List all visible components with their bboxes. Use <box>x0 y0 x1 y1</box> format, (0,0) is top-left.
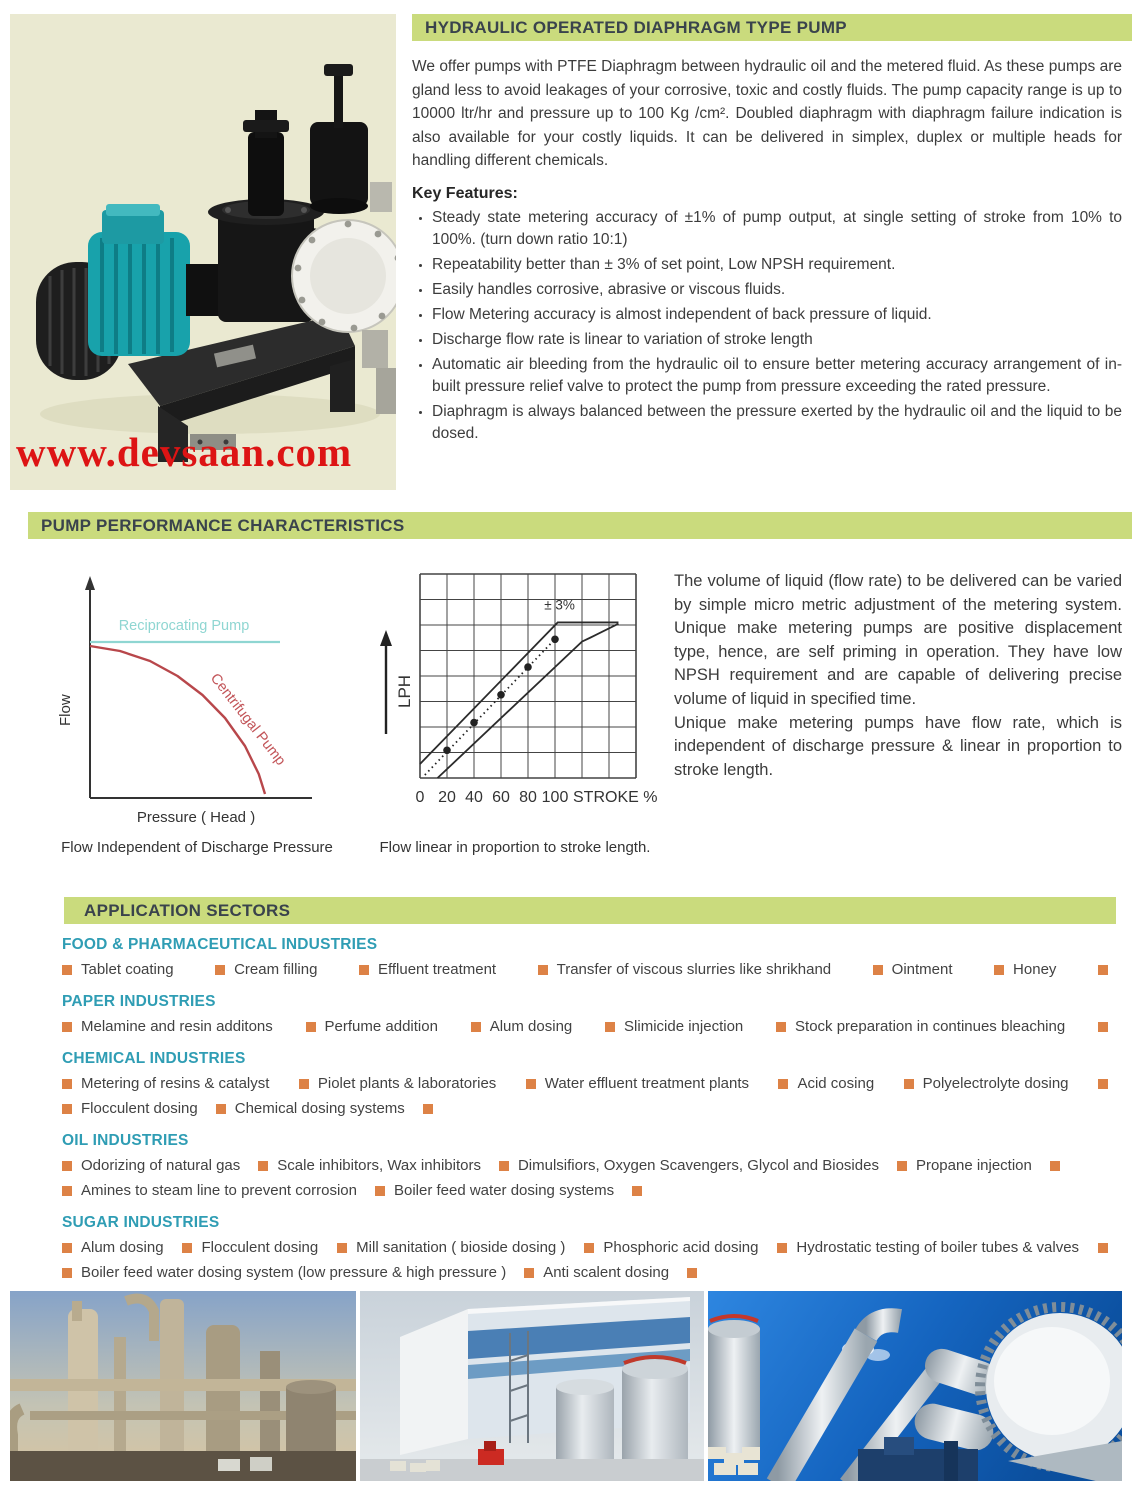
application-item-label: Slimicide injection <box>624 1018 744 1035</box>
application-item <box>524 1264 669 1281</box>
sector-oil-industries <box>62 1132 1108 1199</box>
key-feature-item: • Diaphragm is always balanced between the pressure exerted by the hydraulic oil and the liquid to be dosed. <box>432 401 1122 445</box>
application-item <box>375 1182 614 1199</box>
section-title-hydraulic-pump: HYDRAULIC OPERATED DIAPHRAGM TYPE PUMP <box>412 14 1132 41</box>
sector-sugar-industries <box>62 1214 1108 1281</box>
x-axis-title: STROKE % <box>573 789 658 806</box>
application-item <box>62 1264 506 1281</box>
sector-line <box>62 1264 1108 1281</box>
intro-paragraph: We offer pumps with PTFE Diaphragm between hydraulic oil and the metered fluid. As these pumps are gland less to avoid leakages of your corrosive, toxic and costly fluids. The pump capacity range is up to 10000 ltr/hr and pressure up to 100 Kg /cm². Doubled diaphragm with diaphragm failure indication is also available for your costly liquids. It can be delivered in simplex, duplex or multiple heads for handling different chemicals. <box>412 58 1122 170</box>
application-item <box>359 961 496 978</box>
application-item <box>182 1239 318 1256</box>
sector-food-pharmaceutical-industries <box>62 936 1108 978</box>
performance-paragraph-1: The volume of liquid (flow rate) to be delivered can be varied by simple micro metric adjustment of the metering system. Unique make metering pumps are positive displacement type, hence, are self priming in operation. They have low NPSH requirement and are capable of delivering precise volume of liquid in specified time. <box>674 572 1122 708</box>
sector-heading: PAPER INDUSTRIES <box>62 993 216 1010</box>
application-item <box>62 1018 273 1035</box>
sector-line <box>62 1182 1108 1199</box>
application-item-label: Anti scalent dosing <box>543 1264 670 1281</box>
data-point-marker <box>497 691 505 699</box>
y-axis-arrow-icon <box>85 576 95 590</box>
key-feature-item: • Automatic air bleeding from the hydraulic oil to ensure better metering accuracy arrangement of in-built pressure relief valve to protect the pump from pressure exceeding the rated pressure. <box>432 354 1122 398</box>
bullet-square-icon <box>605 1022 615 1032</box>
centrifugal-pump-label: Centrifugal Pump <box>206 670 289 769</box>
bullet-square-icon <box>62 965 72 975</box>
bullet-square-icon <box>526 1079 536 1089</box>
sector-paper-industries <box>62 993 1108 1035</box>
intro-column <box>412 55 1122 448</box>
application-item <box>62 1239 164 1256</box>
application-item-label: Piolet plants & laboratories <box>317 1075 497 1092</box>
bullet-square-icon <box>1098 1243 1108 1253</box>
application-item <box>62 961 174 978</box>
data-point-marker <box>551 635 559 643</box>
pump-product-photo <box>10 14 396 490</box>
bullet-square-icon <box>375 1186 385 1196</box>
bullet-square-icon <box>524 1268 534 1278</box>
application-item-label: Polyelectrolyte dosing <box>922 1075 1069 1092</box>
bullet-square-icon <box>423 1104 433 1114</box>
key-feature-item: • Discharge flow rate is linear to variation of stroke length <box>432 329 1122 351</box>
y-axis-title: LPH <box>395 674 414 708</box>
bullet-square-icon <box>62 1022 72 1032</box>
application-item-label: Hydrostatic testing of boiler tubes & valves <box>796 1239 1080 1256</box>
application-item-label: Stock preparation in continues bleaching <box>795 1018 1066 1035</box>
application-item <box>216 1100 405 1117</box>
bullet-square-icon <box>182 1243 192 1253</box>
application-item-label: Perfume addition <box>324 1018 438 1035</box>
key-feature-item: • Easily handles corrosive, abrasive or viscous fluids. <box>432 279 1122 301</box>
x-tick-label: 60 <box>492 789 510 806</box>
application-item-label: Acid cosing <box>797 1075 875 1092</box>
bullet-square-icon <box>1098 1079 1108 1089</box>
application-item-label: Amines to steam line to prevent corrosion <box>81 1182 357 1199</box>
application-item <box>778 1075 874 1092</box>
bullet-square-icon <box>1098 965 1108 975</box>
bullet-square-icon <box>62 1079 72 1089</box>
application-item-label: Tablet coating <box>81 961 174 978</box>
application-item-label: Scale inhibitors, Wax inhibitors <box>277 1157 481 1174</box>
chart-flow-vs-pressure <box>44 566 350 856</box>
bullet-square-icon <box>299 1079 309 1089</box>
key-feature-item: • Repeatability better than ± 3% of set point, Low NPSH requirement. <box>432 254 1122 276</box>
sector-heading: SUGAR INDUSTRIES <box>62 1214 220 1231</box>
application-item <box>306 1018 438 1035</box>
bullet-square-icon <box>62 1268 72 1278</box>
application-item <box>62 1182 357 1199</box>
pump-illustration <box>10 14 396 490</box>
application-item-label: Mill sanitation ( bioside dosing ) <box>356 1239 566 1256</box>
bullet-square-icon <box>471 1022 481 1032</box>
application-item <box>499 1157 879 1174</box>
sector-chemical-industries <box>62 1050 1108 1117</box>
sector-heading: CHEMICAL INDUSTRIES <box>62 1050 246 1067</box>
bullet-square-icon <box>776 1022 786 1032</box>
bullet-square-icon <box>1050 1161 1060 1171</box>
application-item <box>897 1157 1032 1174</box>
x-tick-label: 80 <box>519 789 537 806</box>
sector-line <box>62 1018 1108 1035</box>
lph-stroke-chart-canvas <box>362 566 668 828</box>
bullet-square-icon <box>62 1186 72 1196</box>
application-item <box>605 1018 743 1035</box>
application-item-label: Boiler feed water dosing system (low pressure & high pressure ) <box>81 1264 507 1281</box>
data-point-marker <box>443 746 451 754</box>
bullet-square-icon <box>62 1243 72 1253</box>
key-feature-item: • Flow Metering accuracy is almost independent of back pressure of liquid. <box>432 304 1122 326</box>
sector-line <box>62 961 1108 978</box>
sector-line <box>62 1157 1108 1174</box>
application-item <box>526 1075 749 1092</box>
application-item <box>62 1100 198 1117</box>
application-item-label: Dimulsifiors, Oxygen Scavengers, Glycol and Biosides <box>517 1157 879 1174</box>
industrial-photo-heat-exchanger <box>708 1291 1122 1481</box>
application-sectors <box>62 936 1108 1296</box>
sector-heading: FOOD & PHARMACEUTICAL INDUSTRIES <box>62 936 378 953</box>
application-item-label: Cream filling <box>234 961 318 978</box>
application-item-label: Alum dosing <box>489 1018 573 1035</box>
chart2-caption: Flow linear in proportion to stroke length. <box>379 839 651 856</box>
bullet-square-icon <box>632 1186 642 1196</box>
application-item <box>873 961 953 978</box>
application-item-label: Phosphoric acid dosing <box>603 1239 759 1256</box>
reciprocating-pump-label: Reciprocating Pump <box>118 618 250 634</box>
industrial-photo-refinery <box>10 1291 356 1481</box>
chart1-caption: Flow Independent of Discharge Pressure <box>61 839 333 856</box>
application-item <box>62 1157 240 1174</box>
application-item-label: Transfer of viscous slurries like shrikhand <box>556 961 832 978</box>
application-item <box>258 1157 481 1174</box>
bullet-square-icon <box>897 1161 907 1171</box>
application-item <box>777 1239 1079 1256</box>
bullet-square-icon <box>62 1161 72 1171</box>
chart-lph-vs-stroke <box>362 566 668 856</box>
bullet-square-icon <box>904 1079 914 1089</box>
performance-paragraph-2: Unique make metering pumps have flow rate, which is independent of discharge pressure & linear in proportion to stroke length. <box>674 713 1122 779</box>
application-item-label: Odorizing of natural gas <box>81 1157 241 1174</box>
application-item <box>215 961 317 978</box>
y-axis-title: Flow <box>57 694 74 726</box>
application-item-label: Ointment <box>891 961 953 978</box>
section-title-performance: PUMP PERFORMANCE CHARACTERISTICS <box>28 512 1132 539</box>
bullet-square-icon <box>499 1161 509 1171</box>
application-item-label: Flocculent dosing <box>201 1239 319 1256</box>
application-item-label: Water effluent treatment plants <box>544 1075 750 1092</box>
site-url: www.devsaan.com <box>16 429 353 475</box>
application-item-label: Metering of resins & catalyst <box>81 1075 270 1092</box>
key-features-heading: Key Features: <box>412 184 518 202</box>
x-axis-title: Pressure ( Head ) <box>136 809 256 826</box>
bullet-square-icon <box>778 1079 788 1089</box>
data-point-marker <box>470 719 478 727</box>
lph-arrow-icon <box>380 630 392 646</box>
application-item-label: Flocculent dosing <box>81 1100 198 1117</box>
sector-line <box>62 1075 1108 1092</box>
application-item <box>62 1075 269 1092</box>
application-item <box>584 1239 758 1256</box>
bullet-square-icon <box>994 965 1004 975</box>
application-item <box>904 1075 1069 1092</box>
flow-pressure-chart-canvas <box>44 566 350 828</box>
application-item-label: Boiler feed water dosing systems <box>393 1182 615 1199</box>
key-feature-item: • Steady state metering accuracy of ±1% of pump output, at single setting of stroke from 10% to 100%. (turn down ratio 10:1) <box>432 207 1122 251</box>
application-item <box>299 1075 496 1092</box>
application-item <box>471 1018 573 1035</box>
application-item-label: Propane injection <box>915 1157 1032 1174</box>
application-item <box>337 1239 565 1256</box>
application-item <box>776 1018 1065 1035</box>
linear-flow-dotted-line <box>425 638 556 775</box>
section-title-applications: APPLICATION SECTORS <box>64 897 1116 924</box>
sector-line <box>62 1100 1108 1117</box>
bullet-square-icon <box>687 1268 697 1278</box>
key-features-list <box>412 207 1122 445</box>
application-item-label: Effluent treatment <box>377 961 497 978</box>
bullet-square-icon <box>215 965 225 975</box>
data-point-marker <box>524 663 532 671</box>
bullet-square-icon <box>337 1243 347 1253</box>
bullet-square-icon <box>306 1022 316 1032</box>
x-tick-label: 100 <box>541 789 569 806</box>
sector-line <box>62 1239 1108 1256</box>
bullet-square-icon <box>62 1104 72 1114</box>
tolerance-annotation: ± 3% <box>544 597 575 613</box>
application-item-label: Chemical dosing systems <box>234 1100 405 1117</box>
bullet-square-icon <box>538 965 548 975</box>
industrial-photo-strip <box>10 1291 1122 1481</box>
x-tick-label: 20 <box>438 789 456 806</box>
bullet-square-icon <box>777 1243 787 1253</box>
performance-description <box>674 570 1122 782</box>
bullet-square-icon <box>1098 1022 1108 1032</box>
x-tick-label: 0 <box>415 789 425 806</box>
application-item <box>538 961 832 978</box>
bullet-square-icon <box>359 965 369 975</box>
application-item-label: Honey <box>1013 961 1057 978</box>
tolerance-band-upper <box>420 622 618 764</box>
x-tick-label: 40 <box>465 789 483 806</box>
bullet-square-icon <box>258 1161 268 1171</box>
application-item-label: Alum dosing <box>81 1239 164 1256</box>
application-item <box>994 961 1056 978</box>
sector-heading: OIL INDUSTRIES <box>62 1132 189 1149</box>
bullet-square-icon <box>873 965 883 975</box>
application-item-label: Melamine and resin additons <box>81 1018 273 1035</box>
bullet-square-icon <box>584 1243 594 1253</box>
industrial-photo-blue-building <box>360 1291 704 1481</box>
bullet-square-icon <box>216 1104 226 1114</box>
